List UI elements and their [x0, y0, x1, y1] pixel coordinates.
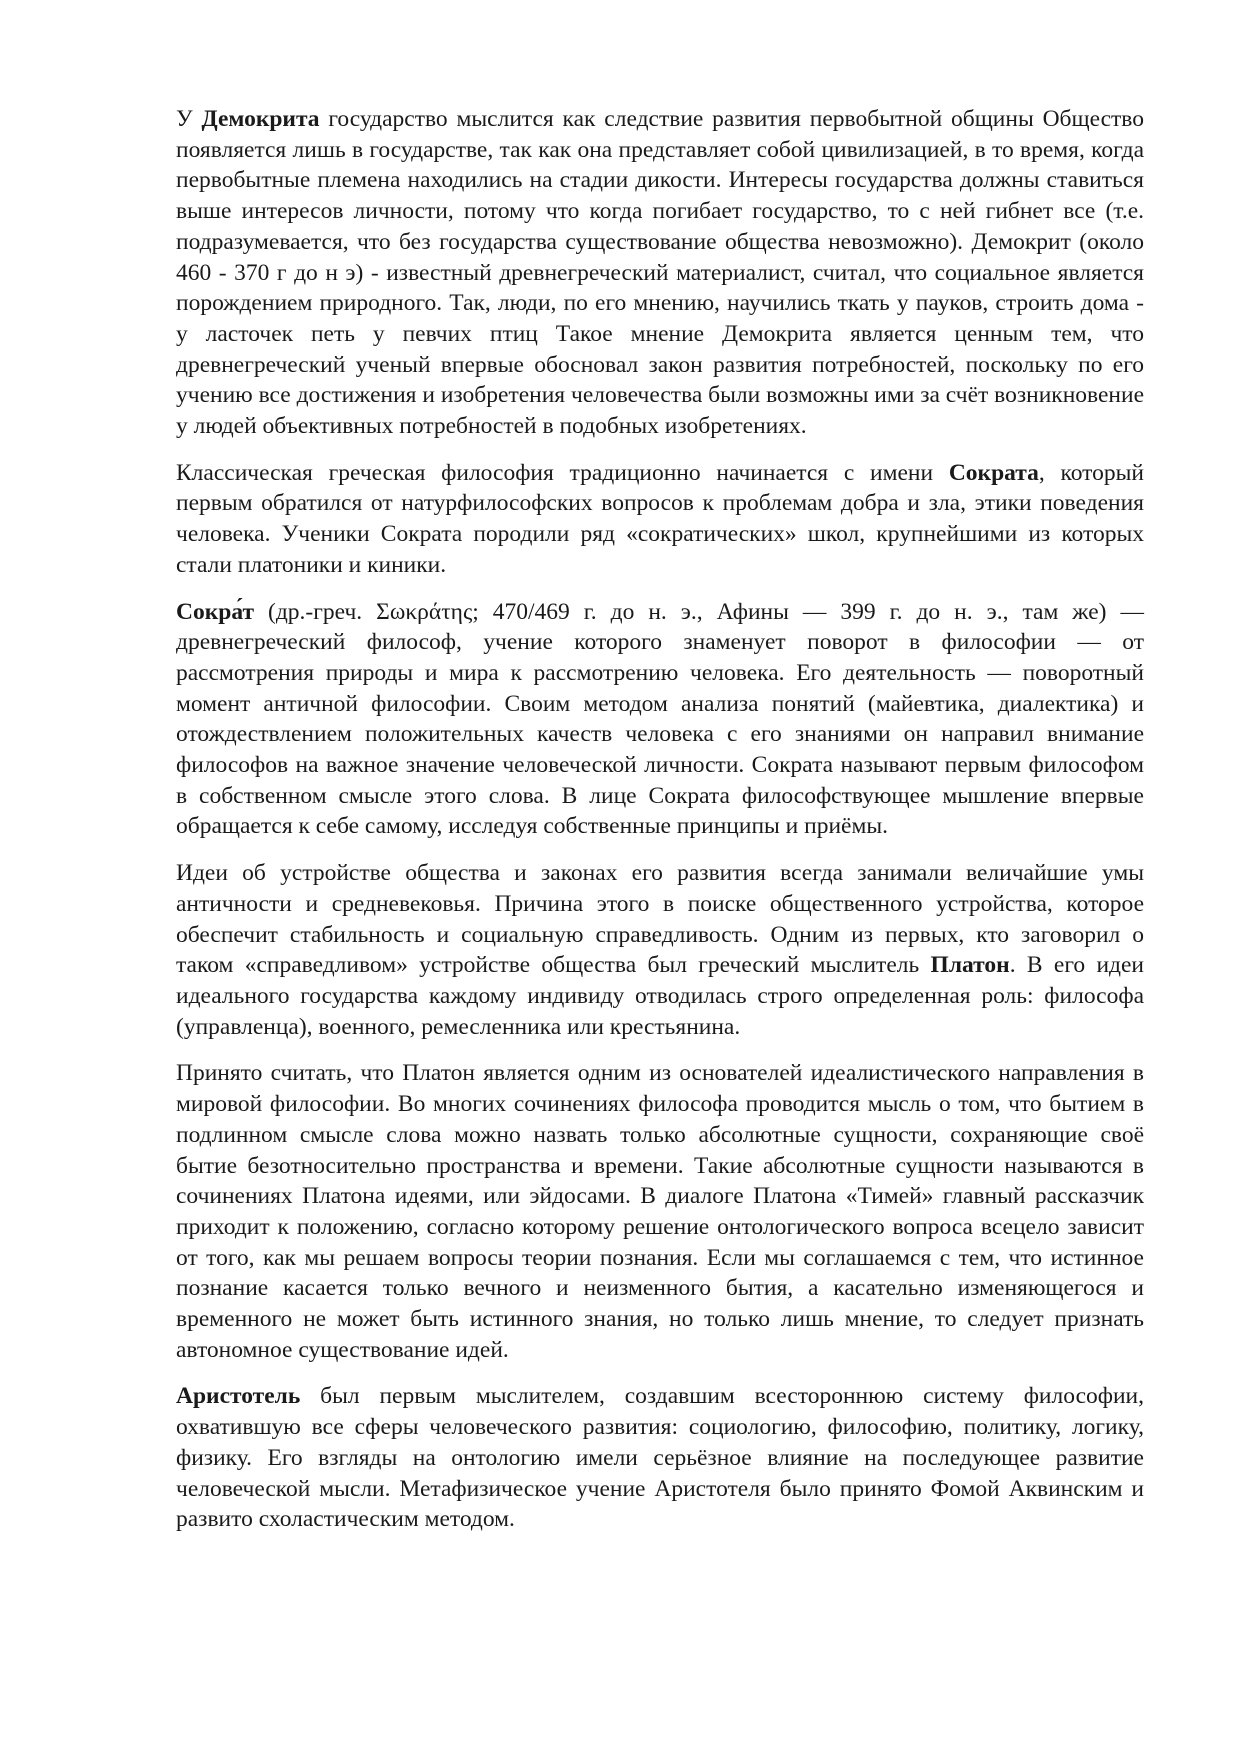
bold-term: Демокрита [201, 106, 320, 132]
paragraph-plato-state [176, 858, 1144, 1042]
paragraph-democritus [176, 104, 1144, 442]
paragraph-text: . В его идеи идеального государства каждому индивиду отводилась строго определенная роль: философа (управленца), военного, ремесленника или крестьянина. [176, 952, 1144, 1040]
paragraph-classical-philosophy [176, 458, 1144, 581]
bold-term: Платон [930, 952, 1010, 979]
paragraph-text: Классическая греческая философия традиционно начинается с имени [176, 459, 949, 486]
paragraph-plato-idealism [176, 1058, 1144, 1365]
bold-term: Сократа [948, 459, 1039, 486]
paragraph-text: государство мыслится как следствие развития первобытной общины Общество появляется лишь в государстве, так как она представляет собой цивилизацией, в то время, когда первобытные племена находились на стадии дикости. Интересы государства должны ставиться выше интересов личности, потому что когда погибает государство, то с ней гибнет все (т.е. подразумевается, что без государства существование общества невозможно). Демокрит (около 460 - 370 г до н э) - известный древнегреческий материалист, считал, что социальное является порождением природного. Так, люди, по его мнению, научились ткать у пауков, строить дома - у ласточек петь у певчих птиц Такое мнение Демокрита является ценным тем, что древнегреческий ученый впервые обосновал закон развития потребностей, поскольку по его учению все достижения и изобретения человечества были возможны ими за счёт возникновение у людей объективных потребностей в подобных изобретениях. [176, 106, 1144, 440]
paragraph-text: У [176, 106, 202, 132]
bold-term: Аристотель [176, 1383, 301, 1410]
paragraph-text: , который первым обратился от натурфилософских вопросов к проблемам добра и зла, этики поведения человека. Ученики Сократа породили ряд «сократических» школ, крупнейшими из которых стали платоники и киники. [176, 459, 1144, 578]
document-page [176, 104, 1144, 1551]
paragraph-text: Принято считать, что Платон является одним из основателей идеалистического направления в мировой философии. Во многих сочинениях философа проводится мысль о том, что бытием в подлинном смысле слова можно назвать только абсолютные сущности, сохраняющие своё бытие безотносительно пространства и времени. Такие абсолютные сущности называются в сочинениях Платона идеями, или эйдосами. В диалоге Платона «Тимей» главный рассказчик приходит к положению, согласно которому решение онтологического вопроса всецело зависит от того, как мы решаем вопросы теории познания. Если мы соглашаемся с тем, что истинное познание касается только вечного и неизменного бытия, а касательно изменяющегося и временного не может быть истинного знания, но только лишь мнение, то следует признать автономное существование идей. [176, 1060, 1144, 1363]
paragraph-text: Идеи об устройстве общества и законах его развития всегда занимали величайшие умы античности и средневековья. Причина этого в поиске общественного устройства, которое обеспечит стабильность и социальную справедливость. Одним из первых, кто заговорил о таком «справедливом» устройстве общества был греческий мыслитель [176, 860, 1144, 979]
paragraph-text: (др.-греч. Σωκράτης; 470/469 г. до н. э., Афины — 399 г. до н. э., там же) — древнегреческий философ, учение которого знаменует поворот в философии — от рассмотрения природы и мира к рассмотрению человека. Его деятельность — поворотный момент античной философии. Своим методом анализа понятий (майевтика, диалектика) и отождествлением положительных качеств человека с его знаниями он направил внимание философов на важное значение человеческой личности. Сократа называют первым философом в собственном смысле этого слова. В лице Сократа философствующее мышление впервые обращается к себе самому, исследуя собственные принципы и приёмы. [176, 598, 1144, 840]
paragraph-text: был первым мыслителем, создавшим всестороннюю систему философии, охватившую все сферы человеческого развития: социологию, философию, политику, логику, физику. Его взгляды на онтологию имели серьёзное влияние на последующее развитие человеческой мысли. Метафизическое учение Аристотеля было принято Фомой Аквинским и развито схоластическим методом. [176, 1383, 1144, 1533]
bold-term: Сокра́т [176, 598, 255, 625]
paragraph-aristotle [176, 1381, 1144, 1535]
paragraph-socrates [176, 597, 1144, 843]
